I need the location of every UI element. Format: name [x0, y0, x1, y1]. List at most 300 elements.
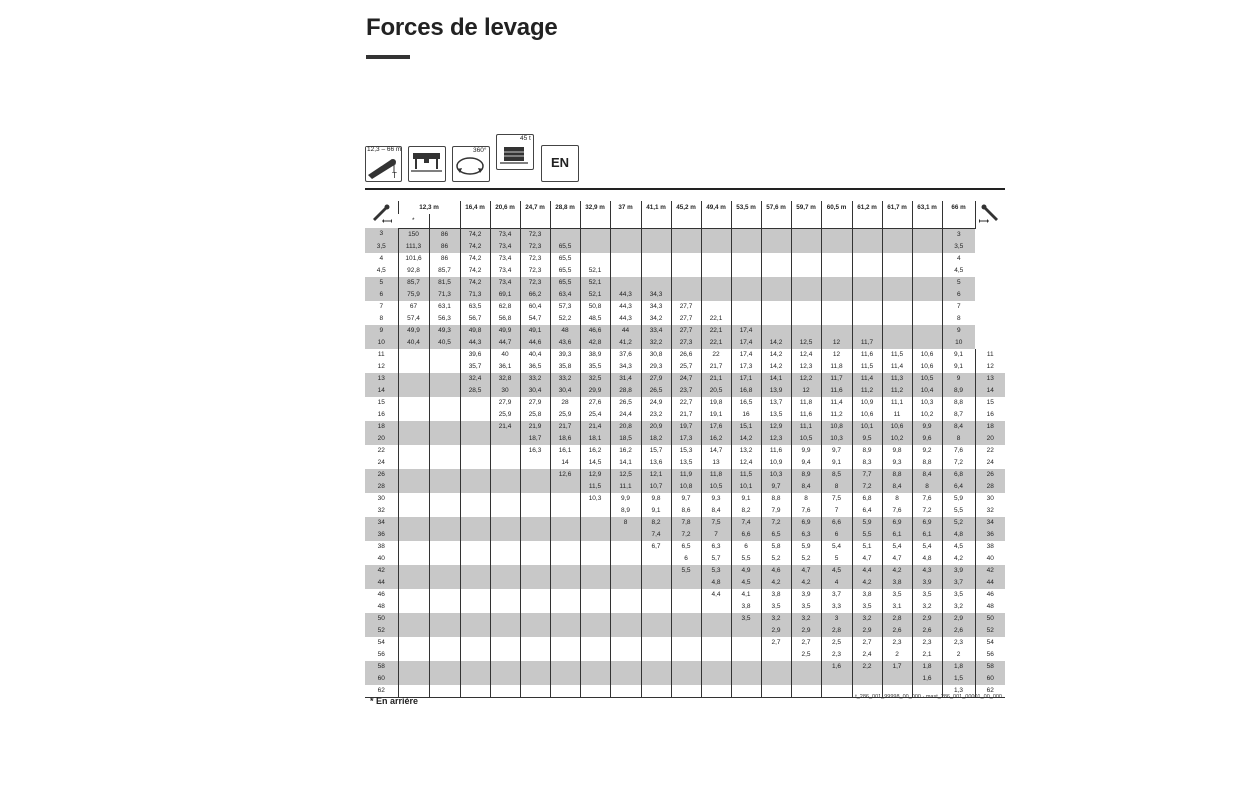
capacity-cell: 22	[701, 349, 731, 361]
capacity-cell: 3,9	[791, 589, 821, 601]
capacity-cell: 69,1	[490, 289, 520, 301]
capacity-cell: 3,8	[761, 589, 791, 601]
radius-cell: 24	[377, 458, 385, 466]
capacity-cell	[550, 649, 580, 661]
capacity-cell: 4,2	[791, 577, 821, 589]
boom-length-label: 63,1 m	[912, 201, 942, 214]
capacity-cell: 11,5	[731, 469, 761, 481]
capacity-cell: 10,9	[852, 397, 882, 409]
radius-cell: 5	[365, 277, 398, 289]
capacity-cell: 150	[398, 228, 429, 241]
capacity-cell: 11,7	[852, 337, 882, 349]
capacity-cell: 3,9	[942, 565, 975, 577]
capacity-cell	[429, 457, 460, 469]
capacity-cell	[520, 673, 550, 685]
capacity-cell	[580, 613, 610, 625]
capacity-cell	[520, 577, 550, 589]
capacity-cell	[490, 505, 520, 517]
capacity-cell: 20,9	[641, 421, 671, 433]
lifting-capacity-table	[365, 201, 1005, 698]
counterweight-label: 45 t	[520, 135, 531, 142]
capacity-cell: 2,9	[852, 625, 882, 637]
capacity-cell: 34,3	[641, 301, 671, 313]
capacity-cell: 4,7	[791, 565, 821, 577]
capacity-cell	[490, 481, 520, 493]
capacity-cell: 33,2	[550, 373, 580, 385]
table-row	[365, 637, 1005, 649]
radius-cell: 52	[975, 625, 1005, 637]
capacity-cell: 28,8	[610, 385, 641, 397]
capacity-cell: 5,7	[701, 553, 731, 565]
capacity-cell: 74,2	[460, 253, 490, 265]
capacity-cell	[671, 277, 701, 289]
capacity-cell	[460, 409, 490, 421]
capacity-cell	[490, 601, 520, 613]
capacity-cell	[460, 505, 490, 517]
capacity-cell	[520, 541, 550, 553]
capacity-cell: 5,5	[671, 565, 701, 577]
capacity-cell: 2	[882, 649, 912, 661]
capacity-cell	[550, 589, 580, 601]
table-row	[365, 469, 1005, 481]
capacity-cell	[429, 385, 460, 397]
capacity-cell	[671, 228, 701, 241]
capacity-cell	[852, 277, 882, 289]
capacity-cell: 2,9	[912, 613, 942, 625]
capacity-cell: 2,6	[942, 625, 975, 637]
capacity-cell: 2,3	[882, 637, 912, 649]
capacity-cell	[429, 589, 460, 601]
capacity-cell: 4,3	[912, 565, 942, 577]
capacity-cell	[821, 313, 852, 325]
boom-length-label: 61,7 m	[882, 201, 912, 214]
capacity-cell: 5,2	[791, 553, 821, 565]
capacity-cell: 8,4	[791, 481, 821, 493]
capacity-cell: 26,5	[610, 397, 641, 409]
capacity-cell	[580, 541, 610, 553]
capacity-cell: 44,3	[610, 289, 641, 301]
capacity-cell: 4,7	[852, 553, 882, 565]
capacity-cell: 5,2	[942, 517, 975, 529]
capacity-cell: 49,1	[520, 325, 550, 337]
capacity-cell	[490, 673, 520, 685]
capacity-cell	[580, 228, 610, 241]
capacity-cell: 35,7	[460, 361, 490, 373]
capacity-cell	[520, 589, 550, 601]
capacity-cell: 4,2	[942, 553, 975, 565]
boom-length-label: 53,5 m	[731, 201, 761, 214]
capacity-cell	[882, 265, 912, 277]
capacity-cell: 52,1	[580, 289, 610, 301]
table-row	[365, 289, 1005, 301]
capacity-cell	[550, 541, 580, 553]
capacity-cell: 57,3	[550, 301, 580, 313]
capacity-cell	[701, 625, 731, 637]
language-badge[interactable]: EN	[541, 145, 579, 182]
capacity-cell	[701, 661, 731, 673]
radius-cell: 7	[379, 302, 384, 310]
header-spacer	[791, 214, 821, 228]
capacity-cell	[852, 289, 882, 301]
capacity-cell: 1,7	[882, 661, 912, 673]
capacity-cell: 5,5	[942, 505, 975, 517]
capacity-cell: 40,4	[398, 337, 429, 349]
table-row	[365, 661, 1005, 673]
capacity-cell	[731, 241, 761, 253]
radius-cell: 34	[365, 517, 398, 529]
capacity-cell	[912, 277, 942, 289]
capacity-cell: 5	[821, 553, 852, 565]
capacity-cell: 32,4	[460, 373, 490, 385]
capacity-cell	[641, 613, 671, 625]
capacity-cell	[641, 625, 671, 637]
capacity-cell: 11	[882, 409, 912, 421]
capacity-cell: 8,9	[610, 505, 641, 517]
page-title: Forces de levage	[366, 14, 558, 41]
capacity-cell	[490, 469, 520, 481]
capacity-cell: 10,7	[641, 481, 671, 493]
capacity-cell: 2,5	[791, 649, 821, 661]
capacity-cell	[701, 649, 731, 661]
capacity-cell	[460, 625, 490, 637]
capacity-cell	[490, 589, 520, 601]
capacity-cell	[701, 265, 731, 277]
capacity-cell: 101,6	[398, 253, 429, 265]
table-row	[365, 373, 1005, 385]
capacity-cell	[701, 241, 731, 253]
capacity-cell: 38,9	[580, 349, 610, 361]
capacity-cell: 17,6	[701, 421, 731, 433]
capacity-cell: 39,3	[550, 349, 580, 361]
boom-length-header	[365, 201, 1005, 214]
radius-cell: 42	[975, 565, 1005, 577]
capacity-cell	[520, 493, 550, 505]
capacity-cell	[490, 553, 520, 565]
capacity-cell	[610, 613, 641, 625]
radius-icon	[365, 201, 398, 228]
capacity-cell	[398, 673, 429, 685]
capacity-cell	[791, 289, 821, 301]
capacity-cell	[580, 673, 610, 685]
capacity-cell	[731, 277, 761, 289]
capacity-cell	[821, 253, 852, 265]
capacity-cell: 49,8	[460, 325, 490, 337]
capacity-cell: 14	[550, 457, 580, 469]
table-row	[365, 625, 1005, 637]
capacity-cell: 52,2	[550, 313, 580, 325]
capacity-cell: 12,4	[791, 349, 821, 361]
capacity-cell: 19,7	[671, 421, 701, 433]
header-spacer	[701, 214, 731, 228]
table-row	[365, 541, 1005, 553]
radius-cell: 58	[975, 661, 1005, 673]
capacity-cell: 86	[429, 253, 460, 265]
capacity-cell: 4,2	[852, 577, 882, 589]
capacity-cell: 32,2	[641, 337, 671, 349]
capacity-cell	[701, 253, 731, 265]
capacity-cell	[490, 565, 520, 577]
capacity-cell: 8,4	[701, 505, 731, 517]
capacity-cell	[701, 637, 731, 649]
capacity-cell: 3,2	[852, 613, 882, 625]
capacity-cell	[731, 673, 761, 685]
capacity-cell: 72,3	[520, 228, 550, 241]
capacity-cell: 4,7	[882, 553, 912, 565]
capacity-cell: 14,2	[761, 349, 791, 361]
table-row	[365, 529, 1005, 541]
table-row	[365, 397, 1005, 409]
capacity-cell: 34,2	[641, 313, 671, 325]
header-spacer	[460, 214, 490, 228]
capacity-cell: 6,3	[791, 529, 821, 541]
capacity-cell	[429, 529, 460, 541]
capacity-cell: 11,8	[791, 397, 821, 409]
capacity-cell	[460, 541, 490, 553]
table-row	[365, 445, 1005, 457]
capacity-cell: 23,7	[671, 385, 701, 397]
radius-cell: 26	[975, 469, 1005, 481]
capacity-cell: 71,3	[429, 289, 460, 301]
boom-length-label: 32,9 m	[580, 201, 610, 214]
capacity-cell	[429, 565, 460, 577]
capacity-cell: 2,1	[912, 649, 942, 661]
capacity-cell	[460, 601, 490, 613]
capacity-cell: 4,4	[701, 589, 731, 601]
radius-cell: 4,5	[942, 265, 975, 277]
capacity-cell: 27,3	[671, 337, 701, 349]
capacity-cell	[398, 553, 429, 565]
capacity-cell: 10,2	[882, 433, 912, 445]
capacity-cell: 40,5	[429, 337, 460, 349]
capacity-cell	[791, 253, 821, 265]
capacity-cell: 5,2	[761, 553, 791, 565]
capacity-cell: 9,3	[882, 457, 912, 469]
capacity-cell	[671, 253, 701, 265]
radius-cell: 4	[942, 253, 975, 265]
capacity-cell: 8	[912, 481, 942, 493]
capacity-cell	[490, 649, 520, 661]
capacity-cell: 8,9	[791, 469, 821, 481]
table-row	[365, 337, 1005, 349]
capacity-cell: 14,1	[610, 457, 641, 469]
capacity-cell	[761, 685, 791, 698]
capacity-cell: 4,2	[882, 565, 912, 577]
capacity-cell	[398, 445, 429, 457]
capacity-cell	[641, 553, 671, 565]
capacity-cell: 56,7	[460, 313, 490, 325]
capacity-cell: 11,6	[852, 349, 882, 361]
capacity-cell: 7,6	[942, 445, 975, 457]
capacity-cell	[398, 541, 429, 553]
capacity-cell: 9,1	[942, 361, 975, 373]
capacity-cell: 5,4	[912, 541, 942, 553]
capacity-cell: 5,5	[852, 529, 882, 541]
capacity-cell	[610, 565, 641, 577]
capacity-cell: 17,1	[731, 373, 761, 385]
radius-cell: 12	[975, 361, 1005, 373]
capacity-cell	[610, 265, 641, 277]
capacity-cell	[731, 228, 761, 241]
capacity-cell	[852, 265, 882, 277]
capacity-cell	[882, 337, 912, 349]
capacity-cell: 56,3	[429, 313, 460, 325]
capacity-cell	[731, 289, 761, 301]
radius-cell: 3,5	[942, 241, 975, 253]
radius-cell: 13	[365, 373, 398, 385]
capacity-cell: 3,3	[821, 601, 852, 613]
capacity-cell: 8,8	[942, 397, 975, 409]
capacity-cell: 18,5	[610, 433, 641, 445]
capacity-cell: 6,8	[852, 493, 882, 505]
radius-cell: 60	[365, 673, 398, 685]
radius-cell: 52	[365, 625, 398, 637]
capacity-cell: 3,5	[852, 601, 882, 613]
capacity-cell: 16	[731, 409, 761, 421]
capacity-cell: 11,2	[882, 385, 912, 397]
capacity-cell: 36,1	[490, 361, 520, 373]
capacity-cell	[610, 685, 641, 698]
capacity-cell	[761, 313, 791, 325]
capacity-cell: 2,3	[942, 637, 975, 649]
capacity-cell	[882, 289, 912, 301]
capacity-cell: 3,5	[761, 601, 791, 613]
capacity-cell: 10,3	[912, 397, 942, 409]
radius-cell: 14	[365, 385, 398, 397]
capacity-cell: 74,2	[460, 265, 490, 277]
capacity-cell: 3,2	[761, 613, 791, 625]
capacity-cell	[610, 661, 641, 673]
capacity-cell: 49,3	[429, 325, 460, 337]
boom-length-label: 12,3 m	[398, 201, 460, 214]
capacity-cell	[641, 649, 671, 661]
capacity-cell: 8	[942, 433, 975, 445]
header-spacer	[761, 214, 791, 228]
radius-cell: 10	[365, 337, 398, 349]
capacity-cell	[580, 253, 610, 265]
capacity-cell	[550, 505, 580, 517]
capacity-cell	[761, 673, 791, 685]
radius-cell: 62	[365, 685, 398, 698]
capacity-cell: 2,9	[791, 625, 821, 637]
capacity-cell: 11,9	[671, 469, 701, 481]
capacity-cell: 10,6	[852, 409, 882, 421]
radius-cell: 58	[365, 661, 398, 673]
capacity-cell: 17,3	[671, 433, 701, 445]
capacity-cell	[429, 421, 460, 433]
capacity-cell: 65,5	[550, 253, 580, 265]
header-spacer	[641, 214, 671, 228]
capacity-cell: 12,9	[580, 469, 610, 481]
capacity-cell: 20,5	[701, 385, 731, 397]
capacity-cell: 8,4	[942, 421, 975, 433]
radius-cell: 38	[975, 541, 1005, 553]
capacity-cell: 2,9	[761, 625, 791, 637]
capacity-cell	[550, 517, 580, 529]
capacity-cell: 29,9	[580, 385, 610, 397]
radius-cell: 3	[365, 228, 398, 241]
capacity-cell	[398, 421, 429, 433]
radius-cell: 46	[975, 589, 1005, 601]
capacity-cell: 22,7	[671, 397, 701, 409]
capacity-cell: 7,2	[761, 517, 791, 529]
capacity-cell: 27,9	[520, 397, 550, 409]
capacity-cell	[550, 565, 580, 577]
capacity-cell: 54,7	[520, 313, 550, 325]
capacity-cell: 9,4	[791, 457, 821, 469]
capacity-cell: 63,4	[550, 289, 580, 301]
capacity-cell	[520, 649, 550, 661]
capacity-cell: 11,4	[852, 373, 882, 385]
radius-cell: 20	[365, 433, 398, 445]
header-spacer	[671, 214, 701, 228]
capacity-cell: 9,2	[912, 445, 942, 457]
capacity-cell	[731, 685, 761, 698]
capacity-cell: 13,2	[731, 445, 761, 457]
capacity-cell	[701, 277, 731, 289]
capacity-cell: 8,9	[942, 385, 975, 397]
capacity-cell	[429, 517, 460, 529]
capacity-cell	[641, 265, 671, 277]
capacity-cell	[460, 577, 490, 589]
radius-cell: 54	[975, 637, 1005, 649]
table-row	[365, 517, 1005, 529]
capacity-cell	[429, 685, 460, 698]
capacity-cell	[882, 313, 912, 325]
capacity-cell: 34,3	[610, 361, 641, 373]
radius-cell: 56	[975, 649, 1005, 661]
capacity-cell: 30	[490, 385, 520, 397]
capacity-cell: 21,4	[580, 421, 610, 433]
capacity-cell: 6,9	[791, 517, 821, 529]
capacity-cell	[580, 625, 610, 637]
capacity-cell: 12,3	[761, 433, 791, 445]
capacity-cell: 40,4	[520, 349, 550, 361]
capacity-cell: 5,4	[882, 541, 912, 553]
capacity-cell: 6,1	[912, 529, 942, 541]
capacity-cell: 9,5	[852, 433, 882, 445]
capacity-cell: 11,5	[580, 481, 610, 493]
radius-cell: 40	[975, 553, 1005, 565]
capacity-cell: 48	[550, 325, 580, 337]
capacity-cell: 6	[671, 553, 701, 565]
capacity-cell	[490, 637, 520, 649]
boom-length-label: 41,1 m	[641, 201, 671, 214]
capacity-cell: 73,4	[490, 277, 520, 289]
capacity-cell	[701, 601, 731, 613]
capacity-cell: 8,5	[821, 469, 852, 481]
capacity-cell: 14,1	[761, 373, 791, 385]
capacity-cell: 16,1	[550, 445, 580, 457]
capacity-cell: 24,9	[641, 397, 671, 409]
capacity-cell	[761, 277, 791, 289]
capacity-cell: 4,1	[731, 589, 761, 601]
slew-label: 360°	[473, 147, 487, 154]
capacity-cell	[701, 228, 731, 241]
capacity-cell	[460, 589, 490, 601]
radius-icon-right	[975, 201, 1005, 228]
capacity-cell: 92,8	[398, 265, 429, 277]
capacity-cell: 5,9	[791, 541, 821, 553]
header-spacer	[429, 214, 460, 228]
radius-cell: 24	[975, 457, 1005, 469]
capacity-cell	[641, 661, 671, 673]
capacity-cell	[641, 565, 671, 577]
radius-cell: 4,5	[376, 266, 386, 274]
capacity-cell	[882, 301, 912, 313]
capacity-cell	[580, 661, 610, 673]
capacity-cell: 4,8	[701, 577, 731, 589]
capacity-cell	[610, 625, 641, 637]
